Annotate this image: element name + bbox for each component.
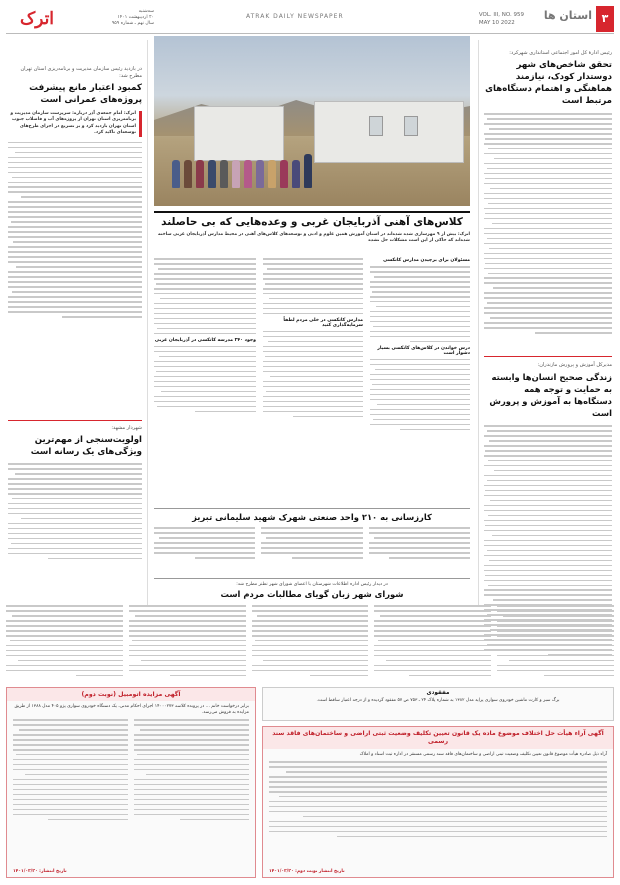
subhead: وجود ۲۴۰ مدرسه کانکسی در آذربایجان غربی (154, 337, 256, 343)
main-photo (154, 36, 470, 206)
story-kicker: در دیدار رئیس اداره اطلاعات شهرستان با اعضای شورای شهر نطنز مطرح شد: (236, 582, 388, 587)
story-headline: زندگی صحیح انسان‌ها وابسته به حمایت و توجه همه دستگاه‌ها به آموزش و پرورش است (489, 372, 612, 418)
ad-title: آگهی مزایده اتومبیل (نوبت دوم) (7, 688, 255, 701)
english-date: MAY 10 2022 (478, 20, 515, 26)
window (369, 116, 383, 136)
main-lead: اترک: بیش از ۹ مهرسازی شده شده‌اند در استان آموزش همین علوم و ادبی و توسعه‌های کلاس‌های آهنی در محیط مدارس آذربایجان غربی ساخته شده‌اند که حاکی از این است مشکلات حل نشده (158, 232, 470, 244)
ad-date: تاریخ انتشار نوبت دوم: ۱۴۰۱/۰۲/۲۰ (269, 869, 345, 874)
story-lead: اترک: امام جمعه‌ی آذر درباره: سرپرست سازمان مدیریت و برنامه‌ریزی استان تهران از پروژه‌های آب و فاضلاب جنوب استان تهران بازدید کرد و بر تسریع در اجرای طرح‌های توسعه‌ای تاکید کرد. (8, 111, 142, 137)
story-kicker: مدیرکل آموزش و پرورش مازندران: (537, 362, 612, 368)
masthead-divider (6, 33, 614, 34)
weekday: سه‌شنبه (138, 9, 154, 14)
issue-number: سال نهم ـ شماره ۹۵۹ (111, 21, 154, 26)
story-body (8, 142, 142, 318)
newspaper-name-en: ATRAK DAILY NEWSPAPER (246, 13, 344, 20)
factory-body (154, 527, 470, 562)
ad-body (263, 761, 613, 837)
masthead (6, 6, 614, 32)
main-story-columns (154, 258, 470, 508)
section-title: استان ها (543, 9, 592, 22)
page-number: ۳ (596, 6, 614, 32)
main-headline-box (154, 211, 470, 229)
story-column (370, 258, 470, 434)
story-column (154, 258, 256, 416)
story-kicker: در بازدید رئیس سازمان مدیریت و برنامه‌ریزی استان تهران مطرح شد: (20, 66, 142, 79)
notice-text: برگ سبز و کارت ماشین خودروی سواری پراید مدل ۱۳۸۲ به شماره پلاک ۲۴ ـ ۷۵۳ ص ۵۷ مفقود گردیده و از درجه اعتبار ساقط است. (316, 698, 560, 703)
council-story (154, 578, 470, 599)
legal-ad-right (262, 726, 614, 878)
story-body (8, 463, 142, 559)
left-column-top-story (8, 66, 142, 321)
story-headline: اولویت‌سنجی از مهم‌ترین ویژگی‌های یک رسانه است (30, 435, 142, 457)
story-kicker: شهردار مشهد: (111, 425, 142, 431)
council-headline: شورای شهر زبان گویای مطالبات مردم است (220, 589, 404, 599)
ad-body (7, 719, 255, 824)
right-column-top-story (484, 50, 612, 337)
volume-info (479, 11, 524, 27)
story-headline: کمبود اعتبار مانع پیشرفت پروژه‌های عمرانی است (29, 83, 142, 105)
window (404, 116, 418, 136)
divider (154, 508, 470, 509)
ad-title: آگهی آراء هیأت حل اختلاف موضوع ماده یک قانون تعیین تکلیف وضعیت ثبتی اراضی و ساختمان‌های فاقد سند رسمی (263, 727, 613, 749)
date-fa: ۲۰ اردیبهشت ۱۴۰۱ (117, 15, 154, 20)
ad-lead: برابر درخواست خانم ... در پرونده کلاسه ۱۴۰۰۰۲۷۳ اجرای احکام مدنی، یک دستگاه خودروی سواری پژو ۴۰۵ مدل ۱۳۸۸ از طریق مزایده به فروش می‌رسد. (14, 704, 249, 715)
story-body (484, 113, 612, 334)
column-separator (147, 40, 148, 605)
subhead: درس خواندن در کلاس‌های کانکسی بسیار دشوار است (377, 345, 470, 356)
factory-story (154, 512, 470, 562)
volume-line: VOL. III, NO. 959 (478, 12, 524, 18)
container-classroom (314, 101, 464, 163)
lower-text-band (6, 605, 614, 680)
subhead: مسئولان برای برچیدن مدارس کانکسی (383, 258, 470, 263)
left-column-second-story (8, 425, 142, 563)
main-headline: کلاس‌های آهنی آذربایجان غربی و وعده‌هایی که بی حاصلند (161, 216, 463, 228)
story-column (263, 258, 363, 421)
left-col-divider (8, 420, 142, 421)
ad-subtitle: آراء ذیل صادره هیأت موضوع قانون تعیین تکلیف وضعیت ثبتی اراضی و ساختمان‌های فاقد سند رسمی مستقر در اداره ثبت اسناد و املاک (359, 752, 607, 757)
story-kicker: رئیس ادارۀ کل امور اجتماعی استانداری شهرکرد: (509, 50, 612, 56)
auction-ad-left (6, 687, 256, 878)
container-classroom (194, 106, 284, 161)
subhead: مدارس کانکسی در خلی مردم لطفاً سرمایه‌گذاری کنید (283, 317, 363, 328)
newspaper-logo: اترک (19, 9, 55, 29)
story-headline: تحقق شاخص‌های شهر دوستدار کودک، نیازمند هماهنگی و اهتمام دستگاه‌های مرتبط است (485, 60, 612, 106)
factory-headline: کارزسانی به ۲۱۰ واحد صنعتی شهرک شهید سلیمانی تبریز (192, 512, 432, 522)
lost-notice (262, 687, 614, 721)
right-col-divider (484, 356, 612, 357)
ad-date: تاریخ انتشار: ۱۴۰۱/۰۲/۲۰ (13, 869, 67, 874)
notice-title: مفقودی (426, 690, 450, 696)
persian-date (64, 9, 154, 27)
column-separator (478, 40, 479, 605)
